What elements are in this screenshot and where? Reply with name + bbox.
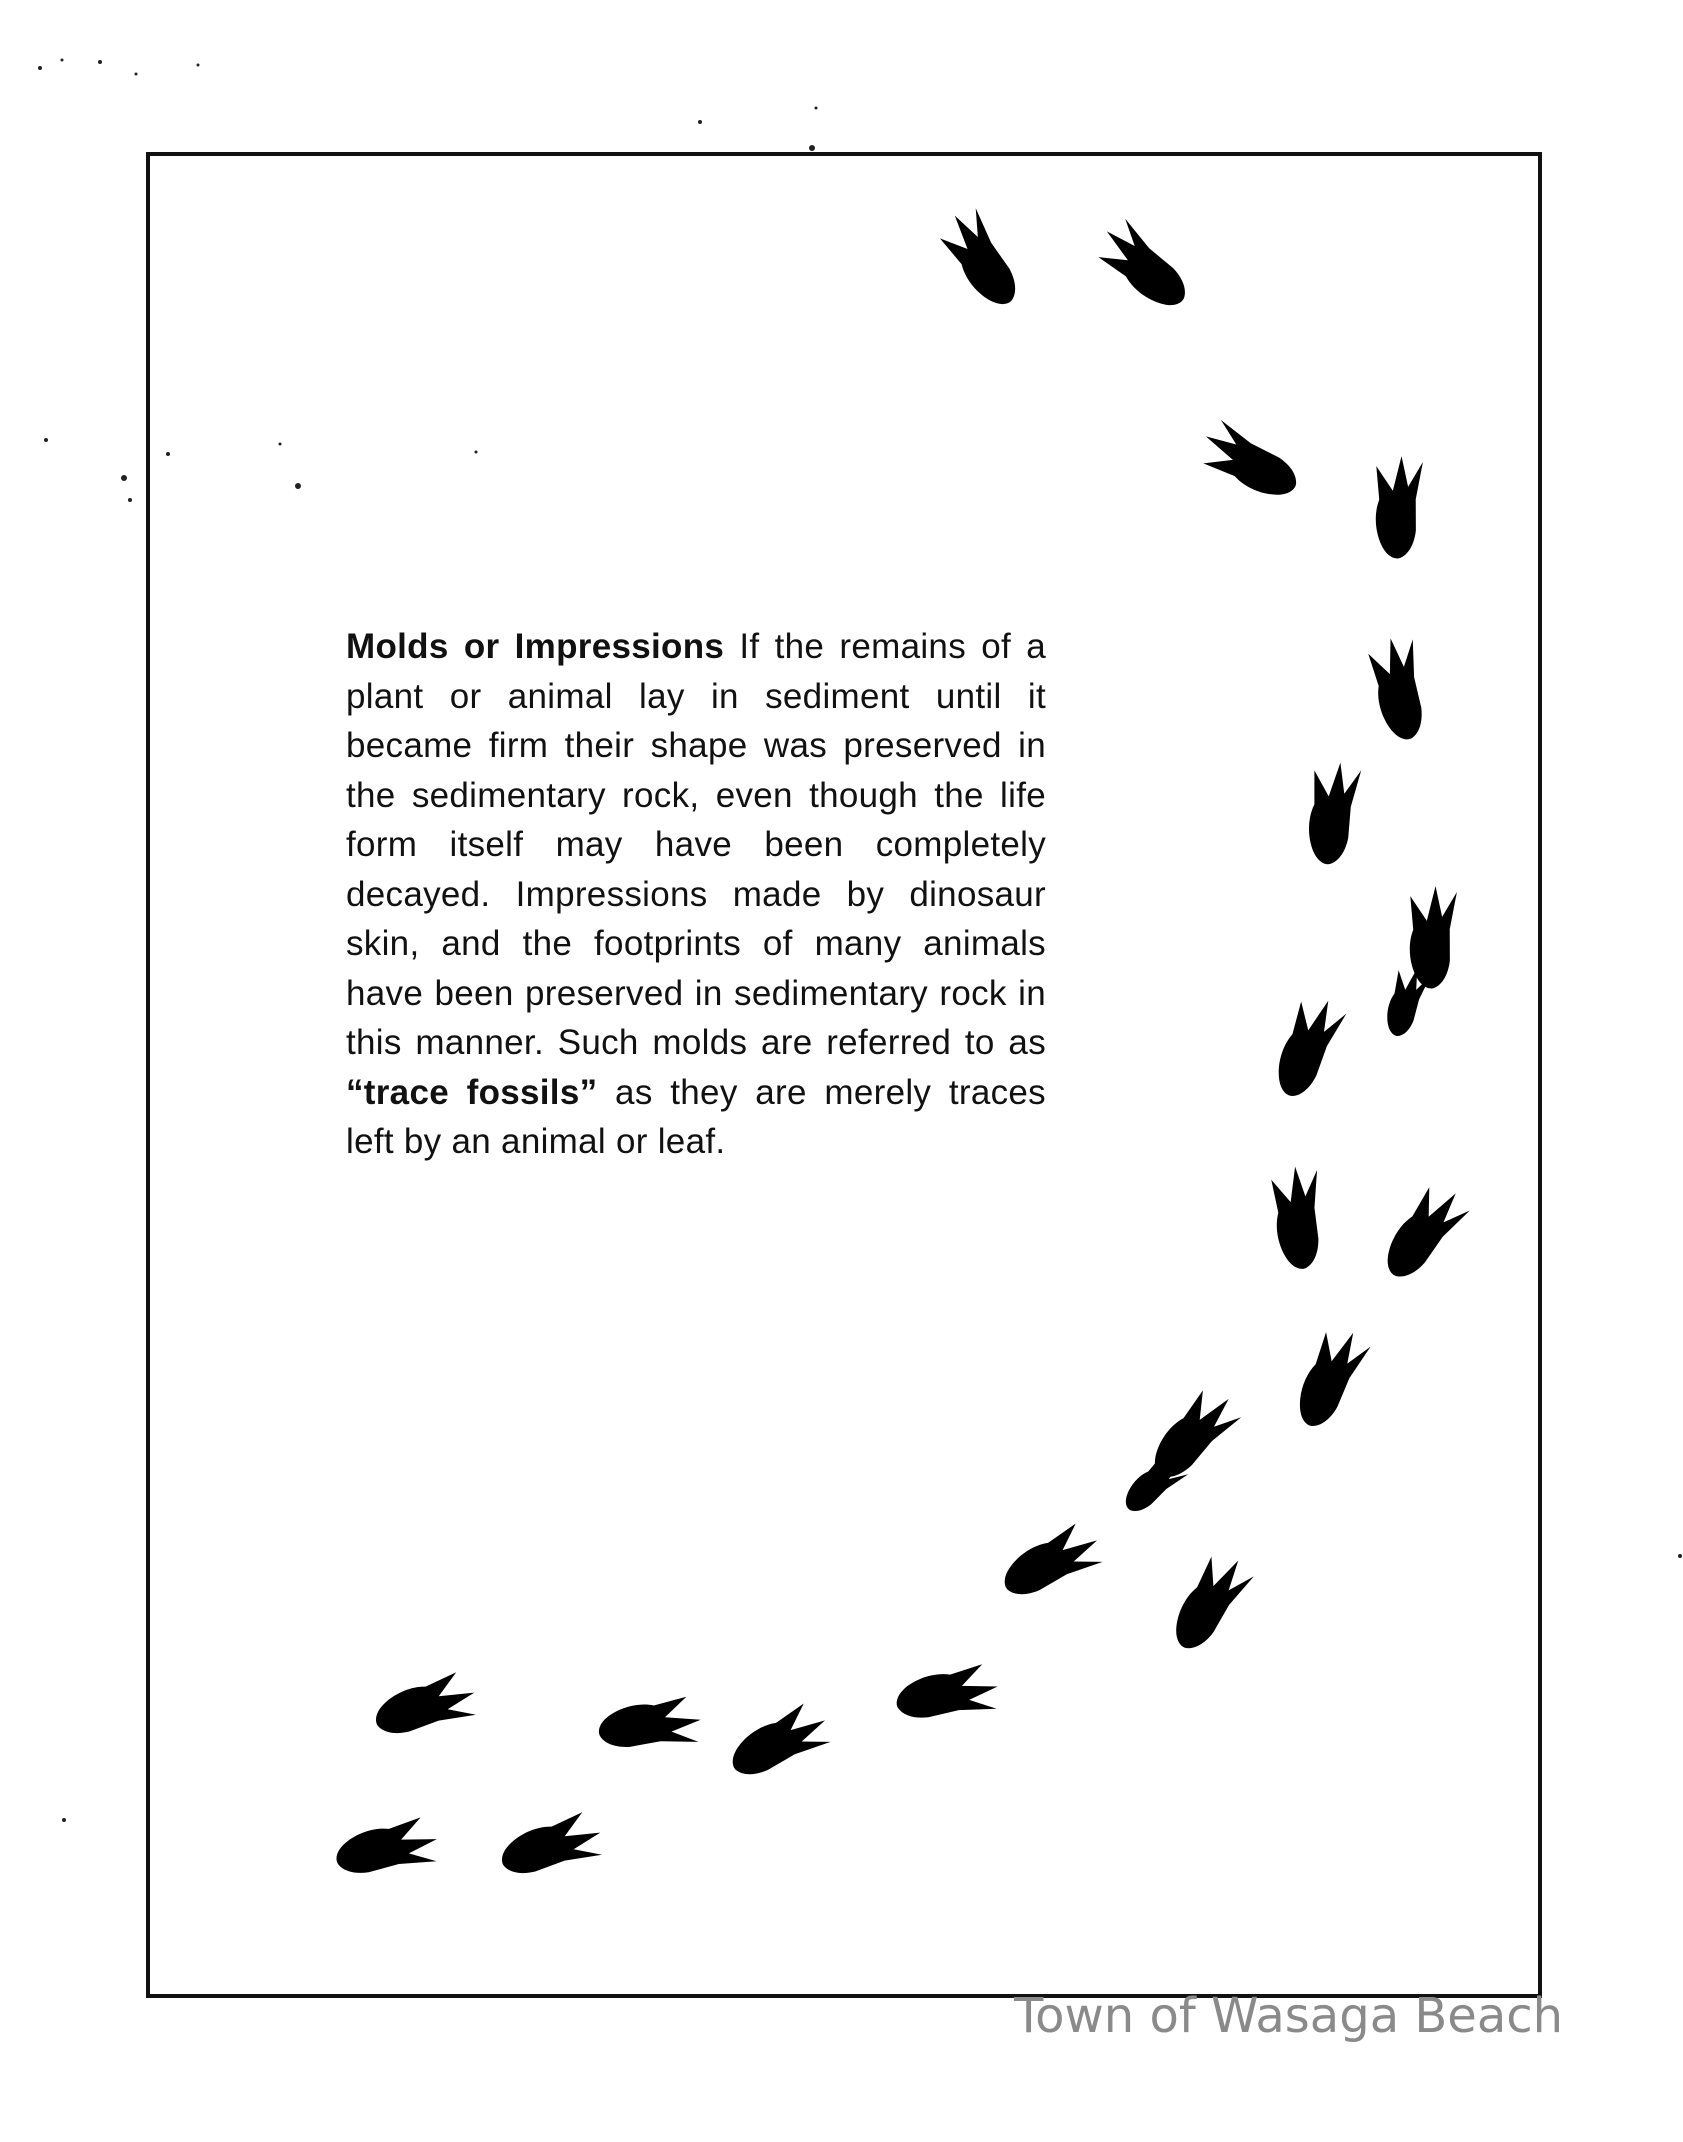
article-body-part2: as they are merely traces left by an animal or leaf. bbox=[346, 1072, 1046, 1161]
article-body-part1: If the remains of a plant or animal lay in sediment until it became firm their shape was preserved in the sedimentary rock, even though the life form itself may have been completely decayed. Impressions made by dinosaur skin, and the footprints of many animals have been preserved in sedimentary rock in this manner. Such molds are referred to as bbox=[346, 627, 1046, 1062]
watermark: Town of Wasaga Beach bbox=[1014, 1988, 1564, 2044]
article-text bbox=[346, 622, 1046, 1167]
article-heading: Molds or Impressions bbox=[346, 627, 725, 666]
trace-fossils-term: “trace fossils” bbox=[346, 1072, 598, 1112]
